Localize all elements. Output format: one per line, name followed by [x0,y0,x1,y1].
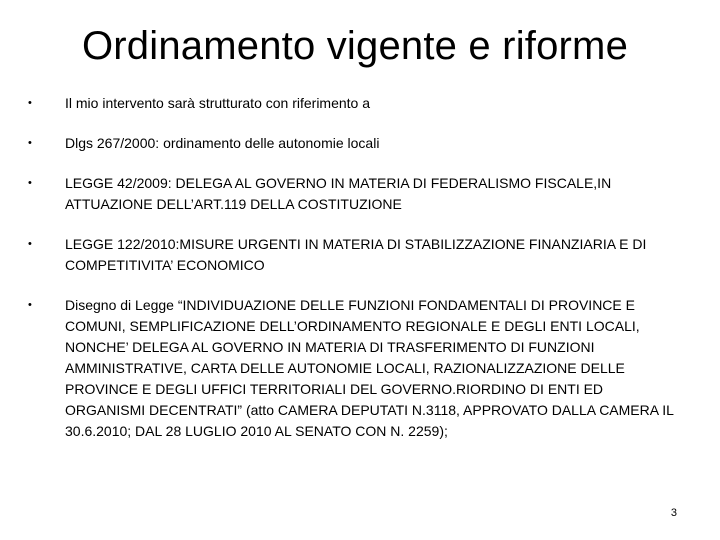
bullet-point-icon: • [28,238,32,250]
bullet-point-icon: • [28,137,32,149]
bullet-item-legge-122 [28,234,678,276]
bullet-point-icon: • [28,177,32,189]
bullet-item-dlgs-267 [28,133,678,154]
bullet-text: Il mio intervento sarà strutturato con riferimento a [65,95,371,111]
bullet-list [28,93,678,442]
bullet-text: LEGGE 42/2009: DELEGA AL GOVERNO IN MATERIA DI FEDERALISMO FISCALE,IN ATTUAZIONE DELL’ART.119 DELLA COSTITUZIONE [65,175,612,212]
bullet-item-disegno-di-legge [28,295,678,442]
bullet-item-legge-42 [28,173,678,215]
slide-title: Ordinamento vigente e riforme [81,24,629,68]
bullet-item-intro [28,93,678,114]
bullet-text: Disegno di Legge “INDIVIDUAZIONE DELLE FUNZIONI FONDAMENTALI DI PROVINCE E COMUNI, SEMPLIFICAZIONE DELL’ORDINAMENTO REGIONALE E DEGLI ENTI LOCALI, NONCHE’ DELEGA AL GOVERNO IN MATERIA DI TRASFERIMENTO DI FUNZIONI AMMINISTRATIVE, CARTA DELLE AUTONOMIE LOCALI, RAZIONALIZZAZIONE DELLE PROVINCE E DEGLI UFFICI TERRITORIALI DEL GOVERNO.RIORDINO DI ENTI ED ORGANISMI DECENTRATI” (atto CAMERA DEPUTATI N.3118, APPROVATO DALLA CAMERA IL 30.6.2010; DAL 28 LUGLIO 2010 AL SENATO CON N. 2259); [65,297,674,439]
bullet-text: Dlgs 267/2000: ordinamento delle autonomie locali [65,135,380,151]
bullet-point-icon: • [28,97,32,109]
page-number: 3 [670,507,677,519]
bullet-text: LEGGE 122/2010:MISURE URGENTI IN MATERIA DI STABILIZZAZIONE FINANZIARIA E DI COMPETITIVITA’ ECONOMICO [65,236,647,273]
bullet-point-icon: • [28,299,32,311]
